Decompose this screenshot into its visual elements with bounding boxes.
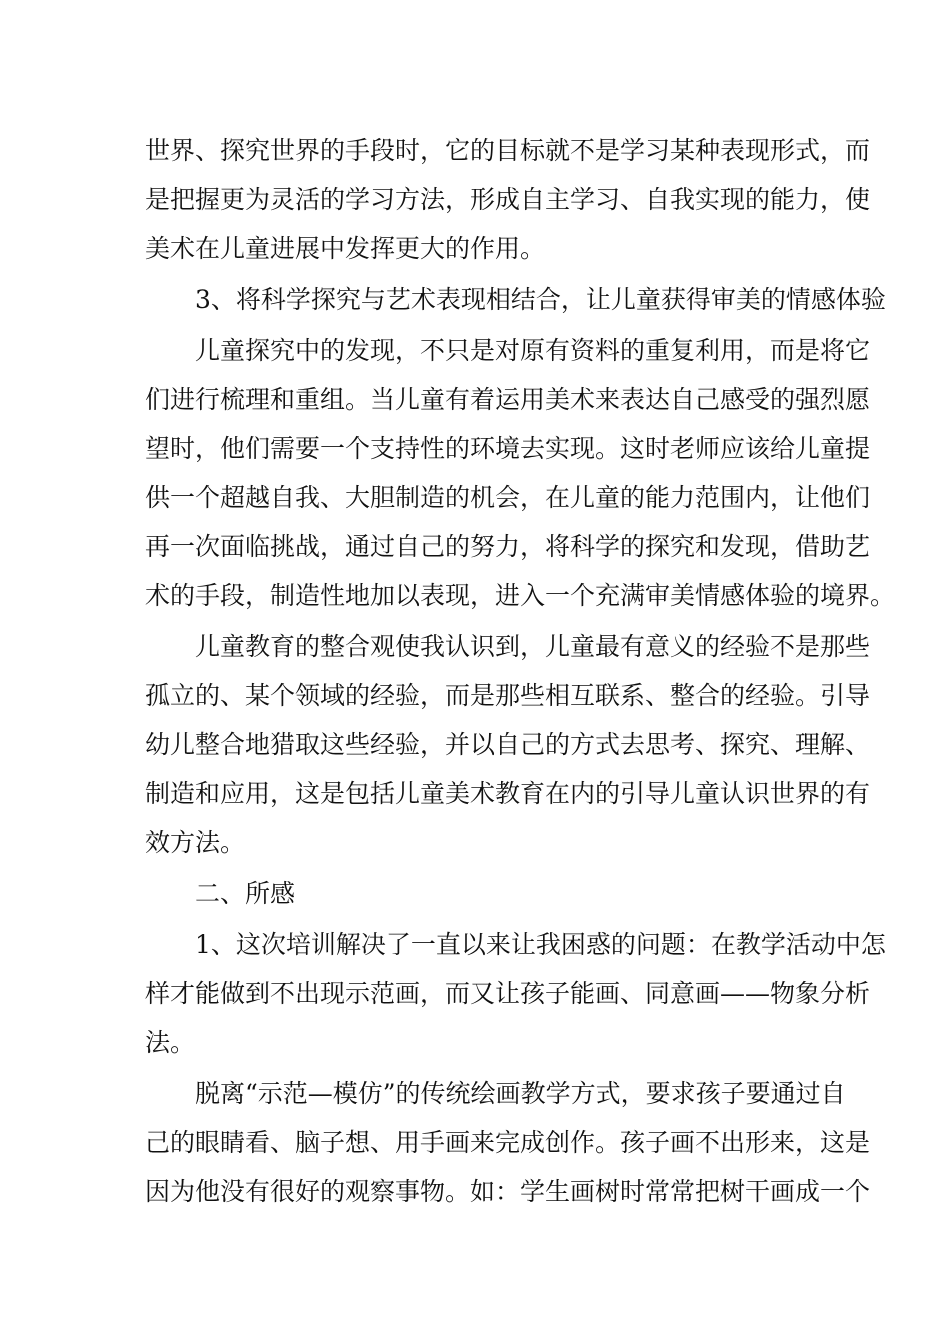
paragraph-line: 儿童教育的整合观使我认识到，儿童最有意义的经验不是那些 [195, 632, 871, 661]
paragraph-line: 是把握更为灵活的学习方法，形成自主学习、自我实现的能力，使 [145, 185, 871, 214]
paragraph-line: 术的手段，制造性地加以表现，进入一个充满审美情感体验的境界。 [145, 581, 896, 610]
paragraph-line: 再一次面临挑战，通过自己的努力，将科学的探究和发现，借助艺 [145, 532, 871, 561]
paragraph-line: 样才能做到不出现示范画，而又让孩子能画、同意画——物象分析 [145, 979, 871, 1008]
paragraph-line: 法。 [145, 1028, 196, 1057]
paragraph-line: 供一个超越自我、大胆制造的机会，在儿童的能力范围内，让他们 [145, 483, 871, 512]
paragraph-line: 制造和应用，这是包括儿童美术教育在内的引导儿童认识世界的有 [145, 779, 871, 808]
paragraph-line: 脱离“示范—模仿”的传统绘画教学方式，要求孩子要通过自 [195, 1079, 846, 1108]
paragraph-line: 美术在儿童进展中发挥更大的作用。 [145, 234, 546, 263]
paragraph-line: 望时，他们需要一个支持性的环境去实现。这时老师应该给儿童提 [145, 434, 871, 463]
section-heading: 二、所感 [195, 879, 296, 908]
paragraph-line: 效方法。 [145, 828, 246, 857]
paragraph-line: 们进行梳理和重组。当儿童有着运用美术来表达自己感受的强烈愿 [145, 385, 871, 414]
paragraph-line: 幼儿整合地猎取这些经验，并以自己的方式去思考、探究、理解、 [145, 730, 871, 759]
paragraph-line: 儿童探究中的发现，不只是对原有资料的重复利用，而是将它 [195, 336, 871, 365]
paragraph-line: 因为他没有很好的观察事物。如：学生画树时常常把树干画成一个 [145, 1177, 871, 1206]
section-heading: 3、将科学探究与艺术表现相结合，让儿童获得审美的情感体验 [195, 285, 886, 314]
paragraph-line: 己的眼睛看、脑子想、用手画来完成创作。孩子画不出形来，这是 [145, 1128, 871, 1157]
paragraph-line: 世界、探究世界的手段时，它的目标就不是学习某种表现形式，而 [145, 136, 871, 165]
paragraph-line: 1、这次培训解决了一直以来让我困惑的问题：在教学活动中怎 [195, 930, 886, 959]
paragraph-line: 孤立的、某个领域的经验，而是那些相互联系、整合的经验。引导 [145, 681, 871, 710]
